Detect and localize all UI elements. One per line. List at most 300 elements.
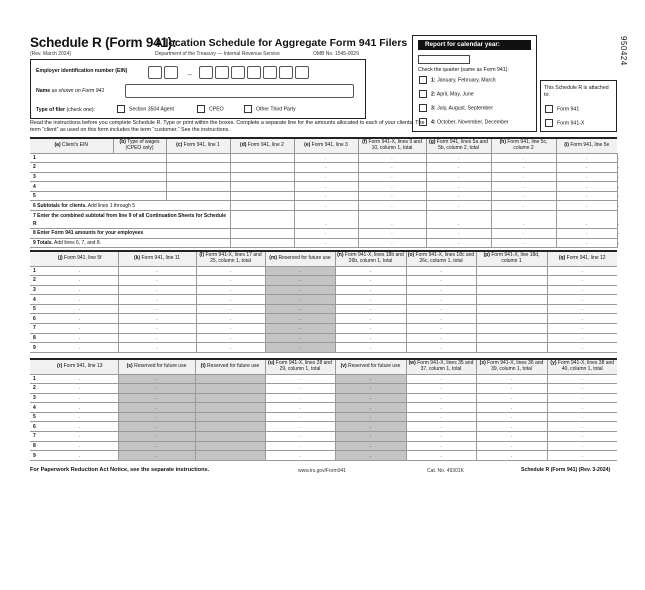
amount-cell[interactable]: . (42, 384, 118, 394)
amount-cell[interactable]: . (547, 384, 617, 394)
amount-cell[interactable]: . (335, 314, 406, 324)
amount-cell[interactable]: . (265, 412, 335, 422)
ein-digit[interactable] (295, 66, 309, 79)
table-row (30, 384, 617, 394)
checkbox[interactable] (419, 76, 427, 84)
ein-field[interactable]: – (148, 64, 311, 82)
amount-cell[interactable]: . (42, 314, 118, 324)
column-title: Form 941-X, lines 38 and 40, column 1, total (556, 360, 615, 372)
amount-cell[interactable]: . (118, 324, 196, 334)
table-row (30, 295, 617, 305)
amount-cell[interactable]: . (294, 153, 358, 163)
amount-cell[interactable]: . (335, 285, 406, 295)
amount-cell[interactable]: . (547, 324, 617, 334)
amount-cell[interactable] (230, 153, 294, 163)
amount-cell[interactable]: . (491, 238, 556, 248)
amount-cell[interactable]: . (406, 384, 476, 394)
column-letter: (c) (176, 141, 183, 148)
ein-digit[interactable] (231, 66, 245, 79)
amount-cell[interactable]: . (406, 451, 476, 461)
amount-cell[interactable]: . (196, 343, 265, 353)
column-title: Form 941-X, line 18d, column 1 (489, 252, 540, 264)
checkbox[interactable] (244, 105, 252, 113)
amount-cell[interactable]: . (265, 374, 335, 384)
attached-form-941[interactable] (545, 105, 579, 113)
amount-cell[interactable]: . (406, 314, 476, 324)
amount-cell[interactable]: . (335, 295, 406, 305)
amount-cell[interactable]: . (556, 172, 617, 182)
column-header-a (30, 138, 113, 153)
amount-cell[interactable]: . (406, 324, 476, 334)
amount-cell[interactable]: . (556, 153, 617, 163)
table-row (30, 374, 617, 384)
amount-cell[interactable]: . (42, 412, 118, 422)
amount-cell[interactable]: . (426, 191, 491, 201)
name-input[interactable] (125, 84, 354, 98)
amount-cell[interactable]: . (547, 432, 617, 442)
amount-cell[interactable] (476, 343, 547, 353)
amount-cell[interactable]: . (547, 374, 617, 384)
amount-cell[interactable]: . (556, 182, 617, 192)
amount-cell[interactable]: . (335, 304, 406, 314)
quarter-number: 3: (431, 105, 436, 112)
amount-cell[interactable]: . (196, 324, 265, 334)
table-row (30, 314, 617, 324)
calendar-year-input[interactable] (418, 55, 470, 64)
amount-cell[interactable]: . (426, 163, 491, 173)
amount-cell[interactable] (476, 285, 547, 295)
amount-cell[interactable]: . (118, 285, 196, 295)
checkbox[interactable] (545, 105, 553, 113)
column-letter: (o) (407, 252, 415, 258)
amount-cell[interactable]: . (476, 393, 547, 403)
amount-cell[interactable]: . (42, 441, 118, 451)
amount-cell[interactable] (230, 172, 294, 182)
amount-cell[interactable]: . (406, 403, 476, 413)
amount-cell[interactable]: . (547, 403, 617, 413)
amount-cell[interactable]: . (118, 266, 196, 276)
ein-digit[interactable] (263, 66, 277, 79)
amount-cell[interactable]: . (406, 393, 476, 403)
quarter-1[interactable] (419, 76, 496, 84)
checkbox[interactable] (117, 105, 125, 113)
allocation-table-part3 (30, 358, 617, 461)
wage-type-cell[interactable] (166, 191, 230, 201)
amount-cell[interactable]: . (547, 393, 617, 403)
amount-cell[interactable]: . (556, 191, 617, 201)
column-header-d (230, 138, 294, 153)
amount-cell[interactable]: . (491, 229, 556, 239)
table-row: 7 Enter the combined subtotal from line 9 of all Continuation Sheets for Schedule R . . . . . . (30, 211, 617, 229)
column-letter: (p) (483, 252, 490, 258)
amount-cell[interactable]: . (196, 276, 265, 286)
column-title: Form 941-X, lines 18c and 26c, column 1, total (414, 252, 475, 264)
line-number: 8 (30, 441, 42, 451)
amount-cell[interactable]: . (118, 276, 196, 286)
column-header-u (265, 359, 335, 374)
line-number (30, 229, 230, 239)
amount-cell[interactable]: . (406, 441, 476, 451)
reserved-cell: . (265, 314, 335, 324)
wage-type-cell[interactable] (166, 153, 230, 163)
wage-type-cell[interactable] (166, 172, 230, 182)
amount-cell[interactable]: . (358, 201, 426, 211)
amount-cell[interactable]: . (358, 163, 426, 173)
amount-cell[interactable]: . (476, 451, 547, 461)
amount-cell[interactable]: . (426, 238, 491, 248)
quarter-3[interactable] (419, 104, 493, 112)
table-row: 5 . . . . . . (30, 191, 617, 201)
amount-cell[interactable]: . (42, 403, 118, 413)
checkbox[interactable] (197, 105, 205, 113)
table-row (30, 432, 617, 442)
line-number: 4 (30, 182, 113, 192)
line-number: 2 (30, 384, 42, 394)
amount-cell[interactable] (230, 229, 294, 239)
reserved-cell (195, 432, 265, 442)
reserved-cell (195, 393, 265, 403)
amount-cell[interactable]: . (196, 304, 265, 314)
line-number: 1 (30, 374, 42, 384)
quarter-label: Check the quarter (same as Form 941): (418, 67, 509, 73)
amount-cell[interactable]: . (556, 211, 617, 229)
amount-cell[interactable]: . (406, 333, 476, 343)
amount-cell[interactable]: . (265, 384, 335, 394)
amount-cell[interactable]: . (556, 163, 617, 173)
amount-cell[interactable]: . (358, 172, 426, 182)
amount-cell[interactable]: . (406, 422, 476, 432)
line-number: 5 (30, 412, 42, 422)
amount-cell[interactable]: . (118, 333, 196, 343)
table-row: 8 Enter Form 941 amounts for your employees . . . . . . (30, 229, 617, 239)
type-section-3504[interactable] (117, 105, 174, 113)
amount-cell[interactable]: . (426, 201, 491, 211)
line-number (30, 201, 230, 211)
attached-form-941x[interactable] (545, 119, 584, 127)
quarter-number: 1: (431, 77, 436, 84)
amount-cell[interactable]: . (547, 276, 617, 286)
amount-cell[interactable]: . (196, 333, 265, 343)
amount-cell[interactable]: . (42, 422, 118, 432)
reserved-cell: . (118, 403, 195, 413)
form-title: Schedule R (Form 941): (30, 35, 177, 50)
amount-cell[interactable]: . (491, 191, 556, 201)
column-header-g (426, 138, 491, 153)
amount-cell[interactable]: . (42, 393, 118, 403)
quarter-months: July, August, September (437, 105, 493, 112)
amount-cell[interactable]: . (547, 343, 617, 353)
amount-cell[interactable] (230, 211, 294, 229)
table-row: 3 . . . . . . (30, 172, 617, 182)
amount-cell[interactable]: . (406, 374, 476, 384)
amount-cell[interactable]: . (42, 324, 118, 334)
ein-digit[interactable] (279, 66, 293, 79)
client-ein-cell[interactable] (113, 191, 166, 201)
amount-cell[interactable]: . (547, 451, 617, 461)
amount-cell[interactable]: . (294, 201, 358, 211)
amount-cell[interactable]: . (491, 182, 556, 192)
column-header-r (42, 359, 118, 374)
column-header-x (476, 359, 547, 374)
reserved-cell: . (335, 384, 406, 394)
column-title: Form 941-X, lines 35 and 37, column 1, total (415, 360, 474, 372)
amount-cell[interactable]: . (118, 295, 196, 305)
amount-cell[interactable]: . (476, 412, 547, 422)
amount-cell[interactable]: . (476, 422, 547, 432)
amount-cell[interactable]: . (406, 432, 476, 442)
form-footer-id: Schedule R (Form 941) (Rev. 3-2024) (521, 467, 611, 473)
amount-cell[interactable]: . (294, 211, 358, 229)
quarter-months: January, February, March (437, 77, 496, 84)
line-number: 4 (30, 295, 42, 305)
amount-cell[interactable]: . (426, 182, 491, 192)
line-label: Add lines 1 through 5 (86, 202, 135, 209)
checkbox[interactable] (419, 90, 427, 98)
attached-box (540, 80, 617, 132)
client-ein-cell[interactable] (113, 153, 166, 163)
report-heading: Report for calendar year: (418, 40, 531, 50)
column-header-s (118, 359, 195, 374)
column-title: Form 941, line 3 (310, 141, 348, 148)
reserved-cell: . (265, 285, 335, 295)
ein-digit[interactable] (148, 66, 162, 79)
line-number: 1 (30, 153, 113, 163)
amount-cell[interactable]: . (426, 229, 491, 239)
amount-cell[interactable]: . (491, 201, 556, 211)
ein-digit[interactable] (247, 66, 261, 79)
column-header-m (265, 251, 335, 266)
amount-cell[interactable]: . (476, 441, 547, 451)
amount-cell[interactable]: . (547, 441, 617, 451)
column-title: Form 941-X, lines 17 and 25, column 1, total (204, 252, 262, 264)
amount-cell[interactable]: . (335, 266, 406, 276)
amount-cell[interactable]: . (196, 285, 265, 295)
amount-cell[interactable]: . (42, 266, 118, 276)
amount-cell[interactable]: . (547, 333, 617, 343)
amount-cell[interactable]: . (265, 451, 335, 461)
line-number: 5 (30, 191, 113, 201)
column-header-v (335, 359, 406, 374)
amount-cell[interactable]: . (294, 163, 358, 173)
amount-cell[interactable]: . (476, 403, 547, 413)
amount-cell[interactable] (476, 276, 547, 286)
client-ein-cell[interactable] (113, 163, 166, 173)
wage-type-cell[interactable] (166, 182, 230, 192)
amount-cell[interactable]: . (556, 238, 617, 248)
client-ein-cell[interactable] (113, 172, 166, 182)
column-header-j (42, 251, 118, 266)
column-header-l (196, 251, 265, 266)
amount-cell[interactable]: . (196, 266, 265, 276)
client-ein-cell[interactable] (113, 182, 166, 192)
column-letter: (m) (269, 254, 278, 261)
column-letter: (x) (479, 360, 486, 366)
line-label-bold: Totals. (37, 239, 53, 246)
amount-cell[interactable]: . (358, 211, 426, 229)
quarter-months: April, May, June (436, 91, 474, 98)
column-letter: (d) (240, 141, 247, 148)
amount-cell[interactable]: . (118, 304, 196, 314)
amount-cell[interactable]: . (118, 343, 196, 353)
amount-cell[interactable]: . (335, 343, 406, 353)
line-number: 9 (33, 239, 38, 246)
amount-cell[interactable]: . (547, 285, 617, 295)
amount-cell[interactable]: . (42, 374, 118, 384)
amount-cell[interactable] (476, 324, 547, 334)
column-title: Form 941-X, lines 9 and 10, column 1, total (367, 139, 422, 151)
amount-cell[interactable]: . (426, 211, 491, 229)
type-cpeo[interactable] (197, 105, 224, 113)
amount-cell[interactable]: . (491, 163, 556, 173)
wage-type-cell[interactable] (166, 163, 230, 173)
amount-cell[interactable]: . (406, 285, 476, 295)
amount-cell[interactable]: . (294, 182, 358, 192)
amount-cell[interactable] (230, 201, 294, 211)
amount-cell[interactable]: . (556, 229, 617, 239)
column-letter: (s) (126, 362, 133, 369)
amount-cell[interactable]: . (406, 412, 476, 422)
reserved-cell: . (265, 343, 335, 353)
type-other-third-party[interactable] (244, 105, 296, 113)
amount-cell[interactable] (476, 333, 547, 343)
column-letter: (v) (340, 362, 347, 369)
amount-cell[interactable] (230, 182, 294, 192)
amount-cell[interactable]: . (358, 229, 426, 239)
checkbox[interactable] (419, 104, 427, 112)
column-title: Form 941, line 2 (246, 141, 284, 148)
line-number: 2 (30, 163, 113, 173)
table-row (30, 324, 617, 334)
table-row (30, 412, 617, 422)
column-title: Reserved for future use (132, 362, 187, 369)
amount-cell[interactable]: . (335, 324, 406, 334)
line-number: 3 (30, 393, 42, 403)
amount-cell[interactable]: . (476, 384, 547, 394)
column-title: Type of wages (CPEO only) (125, 139, 160, 151)
amount-cell[interactable]: . (547, 412, 617, 422)
column-title: Client's EIN (60, 141, 88, 148)
column-header-w (406, 359, 476, 374)
amount-cell[interactable]: . (294, 229, 358, 239)
amount-cell[interactable]: . (42, 304, 118, 314)
amount-cell[interactable]: . (42, 333, 118, 343)
line-column-header (30, 251, 42, 266)
amount-cell[interactable]: . (42, 295, 118, 305)
amount-cell[interactable]: . (406, 304, 476, 314)
amount-cell[interactable]: . (406, 343, 476, 353)
table-row: 1 . . . . . . (30, 153, 617, 163)
reserved-cell: . (118, 451, 195, 461)
amount-cell[interactable]: . (265, 403, 335, 413)
table-row (30, 276, 617, 286)
amount-cell[interactable]: . (118, 314, 196, 324)
amount-cell[interactable]: . (335, 276, 406, 286)
amount-cell[interactable]: . (426, 172, 491, 182)
amount-cell[interactable] (476, 304, 547, 314)
amount-cell[interactable]: . (547, 422, 617, 432)
amount-cell[interactable] (476, 266, 547, 276)
quarter-4[interactable] (419, 118, 509, 126)
allocation-table-part1 (30, 137, 617, 248)
column-header-y (547, 359, 617, 374)
ein-digit[interactable] (164, 66, 178, 79)
quarter-2[interactable] (419, 90, 474, 98)
amount-cell[interactable] (230, 238, 294, 248)
ein-digit[interactable] (199, 66, 213, 79)
amount-cell[interactable]: . (491, 172, 556, 182)
instructions-text: Read the instructions before you complete Schedule R. Type or print within the boxes. Complete a separate line for the amounts allocated to each of your clients. The term “client” as used on this form includes the term “customer.” See the instructions. (30, 120, 425, 134)
amount-cell[interactable]: . (42, 432, 118, 442)
amount-cell[interactable]: . (196, 295, 265, 305)
amount-cell[interactable]: . (426, 153, 491, 163)
amount-cell[interactable]: . (294, 238, 358, 248)
amount-cell[interactable]: . (294, 172, 358, 182)
amount-cell[interactable] (230, 191, 294, 201)
amount-cell[interactable]: . (42, 285, 118, 295)
amount-cell[interactable]: . (42, 451, 118, 461)
line-number: 6 (33, 202, 38, 209)
amount-cell[interactable]: . (265, 432, 335, 442)
line-number: 7 (30, 432, 42, 442)
reserved-cell: . (265, 276, 335, 286)
amount-cell[interactable]: . (547, 314, 617, 324)
amount-cell[interactable]: . (406, 295, 476, 305)
amount-cell[interactable]: . (358, 153, 426, 163)
line-label-bold: Enter the combined subtotal from line 9 of all Continuation Sheets for Schedule R (33, 213, 227, 228)
checkbox[interactable] (545, 119, 553, 127)
ein-digit[interactable] (215, 66, 229, 79)
reserved-cell: . (335, 374, 406, 384)
amount-cell[interactable]: . (406, 276, 476, 286)
amount-cell[interactable]: . (265, 393, 335, 403)
amount-cell[interactable] (476, 314, 547, 324)
amount-cell[interactable]: . (265, 441, 335, 451)
table-row (30, 333, 617, 343)
line-number (30, 238, 230, 248)
reserved-cell (195, 451, 265, 461)
amount-cell[interactable]: . (265, 422, 335, 432)
column-title: Form 941, line 5c, column 2 (505, 139, 548, 151)
amount-cell[interactable]: . (358, 238, 426, 248)
amount-cell[interactable]: . (358, 182, 426, 192)
amount-cell[interactable]: . (196, 314, 265, 324)
amount-cell[interactable]: . (358, 191, 426, 201)
amount-cell[interactable]: . (294, 191, 358, 201)
irs-url[interactable]: www.irs.gov/Form941 (298, 468, 347, 474)
amount-cell[interactable]: . (547, 304, 617, 314)
amount-cell[interactable]: . (491, 153, 556, 163)
amount-cell[interactable]: . (476, 432, 547, 442)
amount-cell[interactable]: . (547, 295, 617, 305)
table-row (30, 266, 617, 276)
amount-cell[interactable]: . (42, 276, 118, 286)
amount-cell[interactable] (230, 163, 294, 173)
column-title: Reserved for future use (205, 362, 260, 369)
amount-cell[interactable] (476, 295, 547, 305)
amount-cell[interactable]: . (491, 211, 556, 229)
amount-cell[interactable]: . (547, 266, 617, 276)
reserved-cell: . (335, 441, 406, 451)
column-header-t (195, 359, 265, 374)
amount-cell[interactable]: . (556, 201, 617, 211)
table-row (30, 422, 617, 432)
amount-cell[interactable]: . (335, 333, 406, 343)
amount-cell[interactable]: . (42, 343, 118, 353)
amount-cell[interactable]: . (476, 374, 547, 384)
column-letter: (u) (268, 360, 275, 366)
amount-cell[interactable]: . (406, 266, 476, 276)
reserved-cell (195, 403, 265, 413)
